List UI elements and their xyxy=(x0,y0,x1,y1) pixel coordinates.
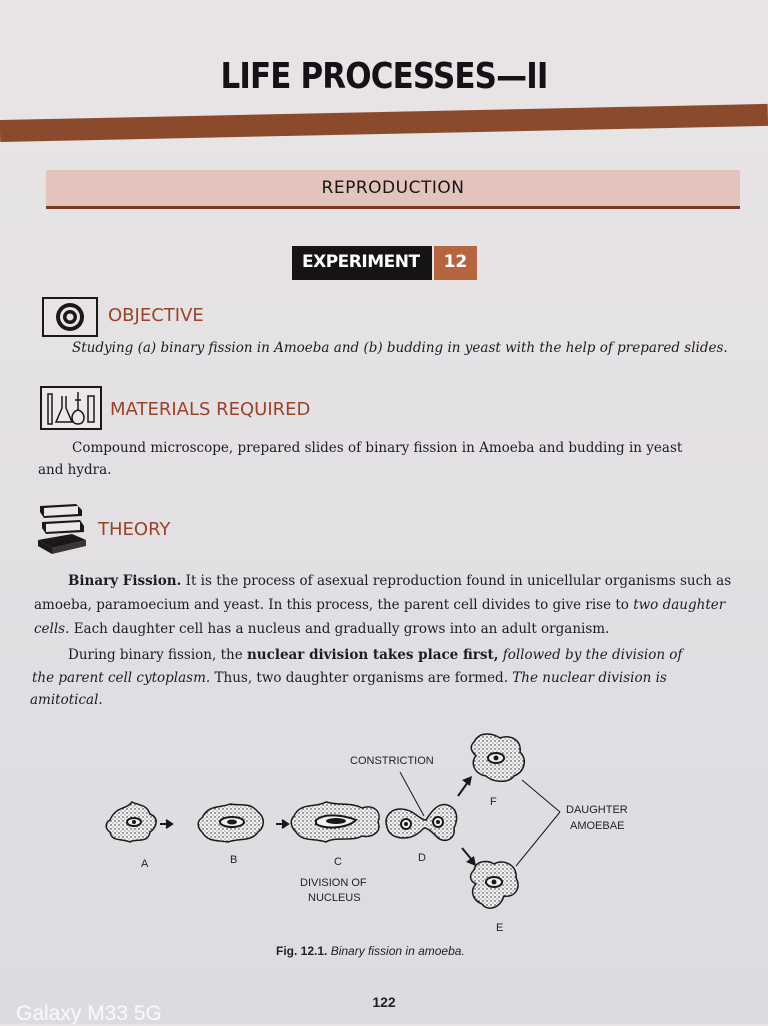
stage-label-a: A xyxy=(141,858,149,870)
theory-p2-line3: amitotical. xyxy=(30,692,103,708)
amoeba-d xyxy=(386,805,457,841)
camera-watermark: Galaxy M33 5G xyxy=(16,1002,162,1025)
theory-p1-line2-text: amoeba, paramoecium and yeast. In this process, the parent cell divides to give rise to xyxy=(34,597,634,613)
theory-p2-line1-bold: nuclear division takes place first, xyxy=(246,647,499,663)
theory-p2-line2-text: Thus, two daughter organisms are formed. xyxy=(210,670,513,686)
stage-label-f: F xyxy=(490,796,497,808)
objective-text: Studying (a) binary fission in Amoeba and (b) budding in yeast with the help of prepared slides. xyxy=(72,340,728,356)
stage-label-d: D xyxy=(418,852,426,864)
division-label-line1: DIVISION OF xyxy=(300,877,367,889)
theory-p1-line3-emph: cells. xyxy=(34,621,70,637)
experiment-badge xyxy=(292,246,477,280)
page-number: 122 xyxy=(372,994,396,1010)
chapter-title: LIFE PROCESSES—II xyxy=(220,56,548,97)
experiment-number: 12 xyxy=(434,246,478,280)
theory-p1-line3-text: Each daughter cell has a nucleus and gradually grows into an adult organism. xyxy=(69,621,610,637)
theory-p1-line1-text: It is the process of asexual reproduction found in unicellular organisms such as xyxy=(181,573,732,589)
objective-heading: OBJECTIVE xyxy=(108,305,204,326)
stage-label-c: C xyxy=(334,856,342,868)
figure-caption-text: Binary fission in amoeba. xyxy=(330,944,465,958)
books-icon xyxy=(36,500,88,558)
figure-number: Fig. 12.1. xyxy=(276,944,328,958)
theory-p1-line2-emph: two daughter xyxy=(633,597,726,613)
figure-caption xyxy=(276,944,465,958)
materials-text-line1: Compound microscope, prepared slides of binary fission in Amoeba and budding in yeast xyxy=(72,440,683,456)
theory-p2-line2 xyxy=(32,667,667,689)
theory-p1-line1 xyxy=(68,570,731,592)
stage-label-e: E xyxy=(496,922,504,934)
stage-label-b: B xyxy=(230,854,238,866)
division-label-line2: NUCLEUS xyxy=(308,892,361,904)
materials-heading: MATERIALS REQUIRED xyxy=(110,399,311,420)
binary-fission-term: Binary Fission. xyxy=(68,573,182,589)
materials-text-line2: and hydra. xyxy=(38,462,112,478)
theory-p2-line2-emph: the parent cell cytoplasm. xyxy=(32,670,211,686)
section-rule xyxy=(46,206,740,209)
chapter-band xyxy=(0,104,768,142)
theory-p1-line3 xyxy=(34,618,609,640)
theory-p2-line2-emph2: The nuclear division is xyxy=(512,670,667,686)
daughter-label-line2: AMOEBAE xyxy=(570,820,625,832)
target-icon xyxy=(42,297,98,337)
experiment-label: EXPERIMENT xyxy=(292,246,432,280)
theory-p1-line2 xyxy=(34,594,725,616)
section-title: REPRODUCTION xyxy=(321,178,465,198)
theory-p2-line1-text: During binary fission, the xyxy=(68,647,247,663)
theory-heading: THEORY xyxy=(98,519,171,540)
constriction-label: CONSTRICTION xyxy=(350,755,434,767)
daughter-label-line1: DAUGHTER xyxy=(566,804,628,816)
lab-apparatus-icon xyxy=(40,386,102,430)
theory-p2-line1 xyxy=(68,644,682,666)
theory-p2-line1-emph: followed by the division of xyxy=(498,647,683,663)
